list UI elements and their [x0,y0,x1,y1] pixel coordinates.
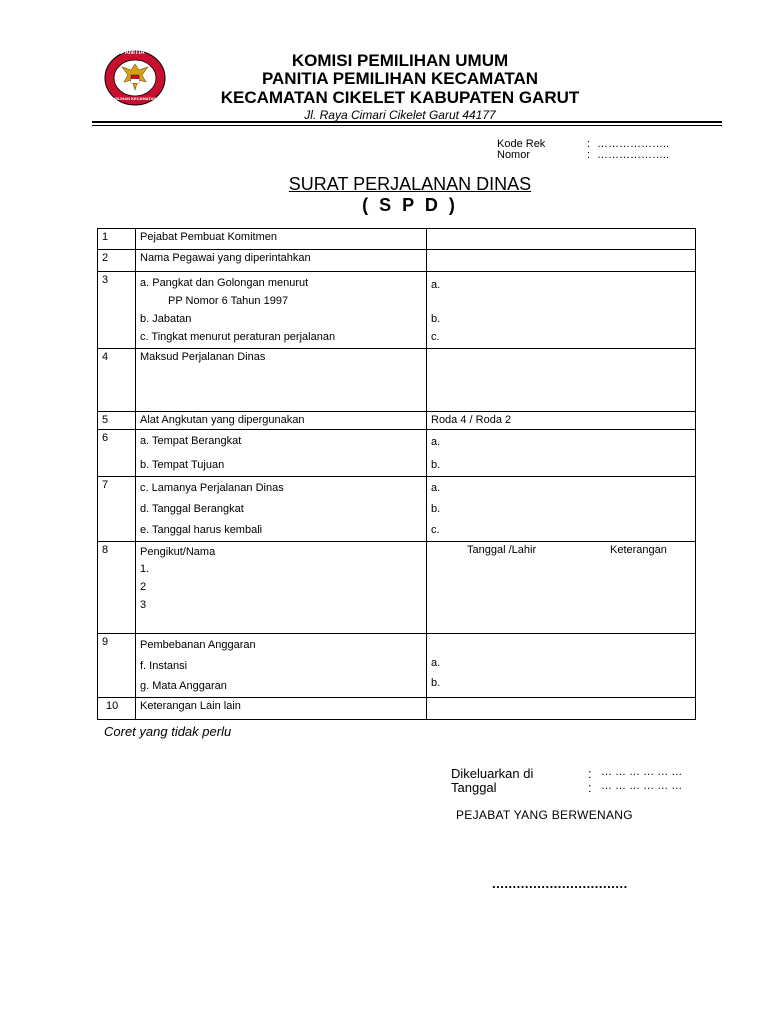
logo-text-top: PANITIA [121,50,145,56]
row-sublabel: Pengikut/Nama [140,546,216,558]
issued-date-sep: : [588,780,592,795]
header-line-2: PANITIA PEMILIHAN KECAMATAN [261,69,539,88]
row-sublabel: e. Tanggal harus kembali [140,524,263,536]
kode-rek-label: Kode Rek [497,138,546,150]
row-subvalue: a. [431,279,441,291]
list-item: 2 [140,581,147,593]
header-address: Jl. Raya Cimari Cikelet Garut 44177 [304,108,496,122]
row-sublabel: b. Tempat Tujuan [140,459,225,471]
header-line-1: KOMISI PEMILIHAN UMUM [291,51,509,70]
row-value [427,229,696,250]
logo-text-bottom: PEMILIHAN KECAMATAN [108,96,157,101]
row-sublabel: a. Pangkat dan Golongan menurut [140,277,309,289]
row-value: Roda 4 / Roda 2 [427,412,696,430]
list-item: 1. [140,563,150,575]
list-item: 3 [140,599,147,611]
row-value [427,477,696,542]
table-row [98,698,696,720]
row-sublabel: f. Instansi [140,660,188,672]
row-value [427,542,696,634]
row-label: Maksud Perjalanan Dinas [136,349,427,412]
row-subvalue: b. [431,677,441,689]
row-sublabel: Pembebanan Anggaran [140,639,256,651]
row-value [427,634,696,698]
row-subvalue: a. [431,657,441,669]
row-subvalue: b. [431,503,441,515]
nomor-sep: : [587,149,591,161]
row-sublabel: b. Jabatan [140,313,192,325]
spd-table [97,228,696,720]
nomor-value: ……………….. [597,149,670,161]
letterhead-rule-thick [92,121,722,123]
row-subvalue: c. [431,331,440,343]
row-label [136,542,427,634]
table-row [98,634,696,698]
header-line-3: KECAMATAN CIKELET KABUPATEN GARUT [220,88,580,107]
column-header-keterangan: Keterangan [610,544,667,556]
kode-rek-sep: : [587,138,591,150]
row-value [427,698,696,720]
row-label: Alat Angkutan yang dipergunakan [136,412,427,430]
document-title [200,174,620,195]
row-label [136,272,427,349]
row-number: 7 [98,477,136,542]
kode-rek-value: ……………….. [597,138,670,150]
table-row [98,430,696,477]
row-sublabel: g. Mata Anggaran [140,680,227,692]
row-number: 1 [98,229,136,250]
signatory-title: PEJABAT YANG BERWENANG [456,808,633,822]
row-label: Keterangan Lain lain [136,698,427,720]
row-subvalue: b. [431,459,441,471]
table-row [98,250,696,272]
table-row [98,229,696,250]
row-number: 6 [98,430,136,477]
row-label [136,634,427,698]
issued-place-label: Dikeluarkan di [451,766,534,781]
row-subvalue: a. [431,482,441,494]
row-number: 9 [98,634,136,698]
table-row [98,349,696,412]
row-number: 4 [98,349,136,412]
row-sublabel: PP Nomor 6 Tahun 1997 [168,295,289,307]
kpu-logo [104,50,166,106]
row-number: 5 [98,412,136,430]
document-subtitle: ( S P D ) [362,195,458,215]
row-label: Pejabat Pembuat Komitmen [136,229,427,250]
table-row [98,272,696,349]
row-number: 8 [98,542,136,634]
column-header-tanggal: Tanggal /Lahir [467,544,537,556]
row-value [427,272,696,349]
row-number: 2 [98,250,136,272]
issued-place-value: … … … … … … [601,766,683,778]
note-text: Coret yang tidak perlu [104,724,232,739]
row-subvalue: b. [431,313,441,325]
row-sublabel: c. Lamanya Perjalanan Dinas [140,482,284,494]
document-title-text: SURAT PERJALANAN DINAS [288,174,532,194]
row-label: Nama Pegawai yang diperintahkan [136,250,427,272]
nomor-label: Nomor [497,149,531,161]
signatory-name-placeholder: ................................. [492,876,628,891]
table-row [98,477,696,542]
row-sublabel: c. Tingkat menurut peraturan perjalanan [140,331,336,343]
row-label [136,430,427,477]
issued-place-sep: : [588,766,592,781]
row-subvalue: c. [431,524,440,536]
table-row [98,542,696,634]
letterhead-rule-thin [92,125,722,126]
row-value [427,250,696,272]
row-number: 3 [98,272,136,349]
row-sublabel: d. Tanggal Berangkat [140,503,244,515]
row-sublabel: a. Tempat Berangkat [140,435,242,447]
row-value [427,349,696,412]
row-label [136,477,427,542]
table-row [98,412,696,430]
issued-date-value: … … … … … … [601,780,683,792]
row-number: 10 [98,698,136,720]
row-subvalue: a. [431,436,441,448]
row-value [427,430,696,477]
issued-date-label: Tanggal [451,780,497,795]
